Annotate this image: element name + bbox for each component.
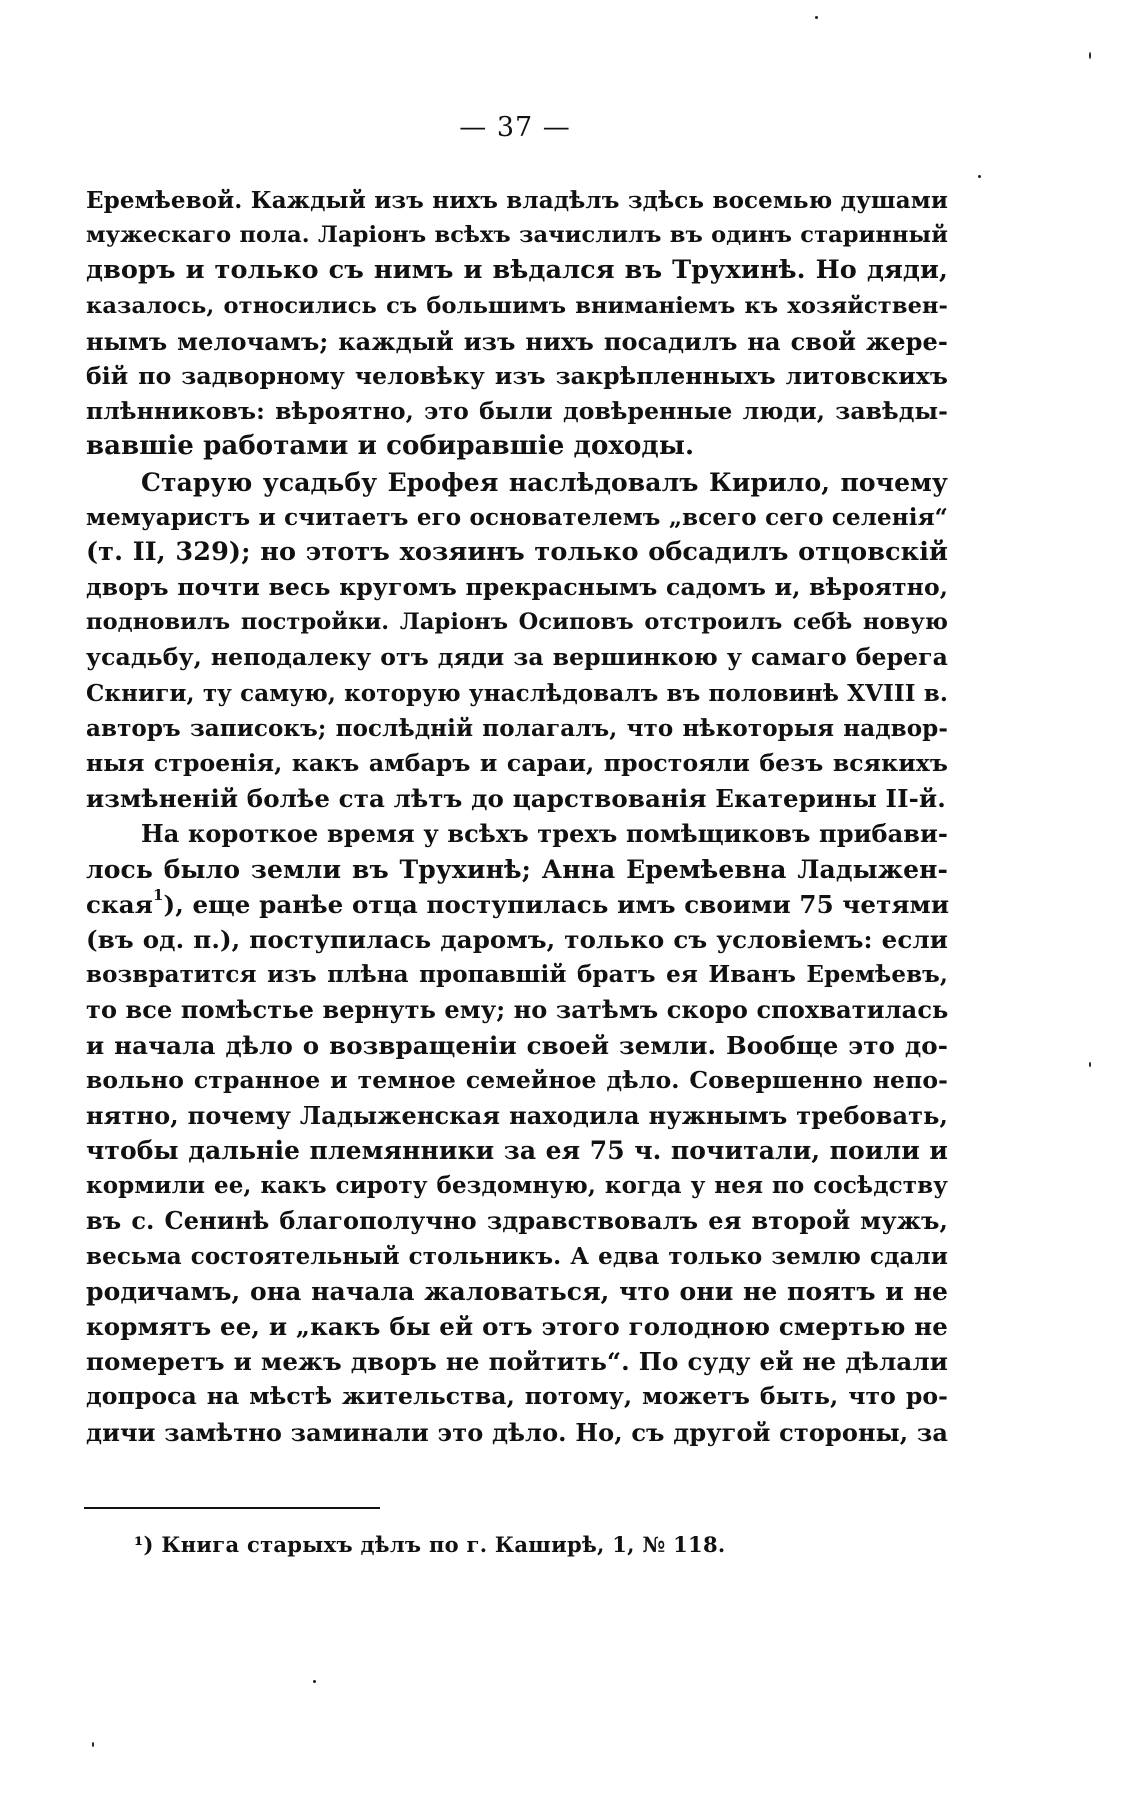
text-line: родичамъ, она начала жаловаться, что они не поятъ и не [86, 1276, 948, 1306]
text-line: дворъ почти весь кругомъ прекраснымъ садомъ и, вѣроятно, [86, 573, 948, 602]
text-line: Скниги, ту самую, которую унаслѣдовалъ въ половинѣ XVIII в. [86, 679, 948, 707]
text-line: (въ од. п.), поступилась даромъ, только съ условіемъ: если [86, 924, 948, 954]
text-line: кормили ее, какъ сироту бездомную, когда у нея по сосѣдству [86, 1172, 948, 1200]
text-line: плѣнниковъ: вѣроятно, это были довѣренные люди, завѣды- [86, 397, 948, 426]
text-line: чтобы дальніе племянники за ея 75 ч. почитали, поили и [86, 1136, 948, 1166]
text-line: померетъ и межъ дворъ не пойтить“. По суду ей не дѣлали [86, 1347, 948, 1377]
scan-speck [1089, 52, 1091, 59]
paragraph-start-line: Старую усадьбу Ерофея наслѣдовалъ Кирило, почему [141, 467, 948, 497]
text-line: бій по задворному человѣку изъ закрѣпленныхъ литовскихъ [86, 361, 948, 390]
body-text [86, 183, 948, 1450]
scan-speck [1089, 1062, 1091, 1067]
text-line: мужескаго пола. Ларіонъ всѣхъ зачислилъ въ одинъ старинный [86, 222, 948, 249]
text-line: и начала дѣло о возвращеніи своей земли. Вообще это до- [86, 1030, 948, 1060]
paragraph-end-line: измѣненій болѣе ста лѣтъ до царствованія Екатерины II-й. [86, 784, 946, 814]
footnote: ¹) Книга старыхъ дѣлъ по г. Каширѣ, 1, № 118. [134, 1532, 726, 1557]
text-line: усадьбу, неподалеку отъ дяди за вершинкою у самаго берега [86, 643, 948, 672]
text-line: дворъ и только съ нимъ и вѣдался въ Трухинѣ. Но дяди, [86, 255, 948, 286]
text-line: въ с. Сенинѣ благополучно здравствовалъ ея второй мужъ, [86, 1206, 948, 1236]
footnote-ref[interactable]: 1 [153, 885, 164, 904]
scan-speck [815, 16, 818, 19]
text-line: дичи замѣтно заминали это дѣло. Но, съ другой стороны, за [86, 1417, 948, 1447]
text-line: казалось, относились съ большимъ вниманіемъ къ хозяйствен- [86, 292, 948, 319]
footnote-divider [84, 1507, 380, 1509]
text-line: ныя строенія, какъ амбаръ и сараи, простояли безъ всякихъ [86, 749, 948, 777]
text-line: подновилъ постройки. Ларіонъ Осиповъ отстроилъ себѣ новую [86, 609, 948, 636]
scan-speck [313, 1680, 316, 1683]
text-line: Еремѣевой. Каждый изъ нихъ владѣлъ здѣсь восемью душами [86, 187, 948, 214]
text-line: допроса на мѣстѣ жительства, потому, можетъ быть, что ро- [86, 1382, 948, 1411]
text-line: (т. II, 329); но этотъ хозяинъ только обсадилъ отцовскій [86, 536, 948, 567]
line-start: ская [86, 889, 153, 919]
paragraph-start-line: На короткое время у всѣхъ трехъ помѣщиковъ прибави- [141, 819, 948, 849]
line-rest: ), еще ранѣе отца поступилась имъ своими 75 четями [163, 889, 950, 919]
scan-speck [92, 1742, 94, 1747]
text-line: мемуаристъ и считаетъ его основателемъ „всего сего селенія“ [86, 503, 948, 531]
text-line: вольно странное и темное семейное дѣло. Совершенно непо- [86, 1065, 948, 1094]
text-line: то все помѣстье вернуть ему; но затѣмъ скоро спохватилась [86, 995, 949, 1025]
text-line: весьма состоятельный стольникъ. А едва только землю сдали [86, 1242, 948, 1270]
text-line: кормятъ ее, и „какъ бы ей отъ этого голодною смертью не [86, 1312, 948, 1341]
scan-speck [978, 175, 981, 178]
text-line: нятно, почему Ладыженская находила нужнымъ требовать, [86, 1100, 948, 1130]
text-line: возвратится изъ плѣна пропавшій братъ ея Иванъ Еремѣевъ, [86, 961, 948, 989]
text-line-with-footnote-ref [86, 887, 948, 922]
text-line: лось было земли въ Трухинѣ; Анна Еремѣевна Ладыжен- [86, 854, 948, 884]
text-line: авторъ записокъ; послѣдній полагалъ, что нѣкоторыя надвор- [86, 714, 948, 742]
text-line: нымъ мелочамъ; каждый изъ нихъ посадилъ на свой жере- [86, 326, 948, 356]
paragraph-end-line: вавшіе работами и собиравшіе доходы. [86, 431, 695, 462]
page-number: — 37 — [459, 112, 571, 143]
